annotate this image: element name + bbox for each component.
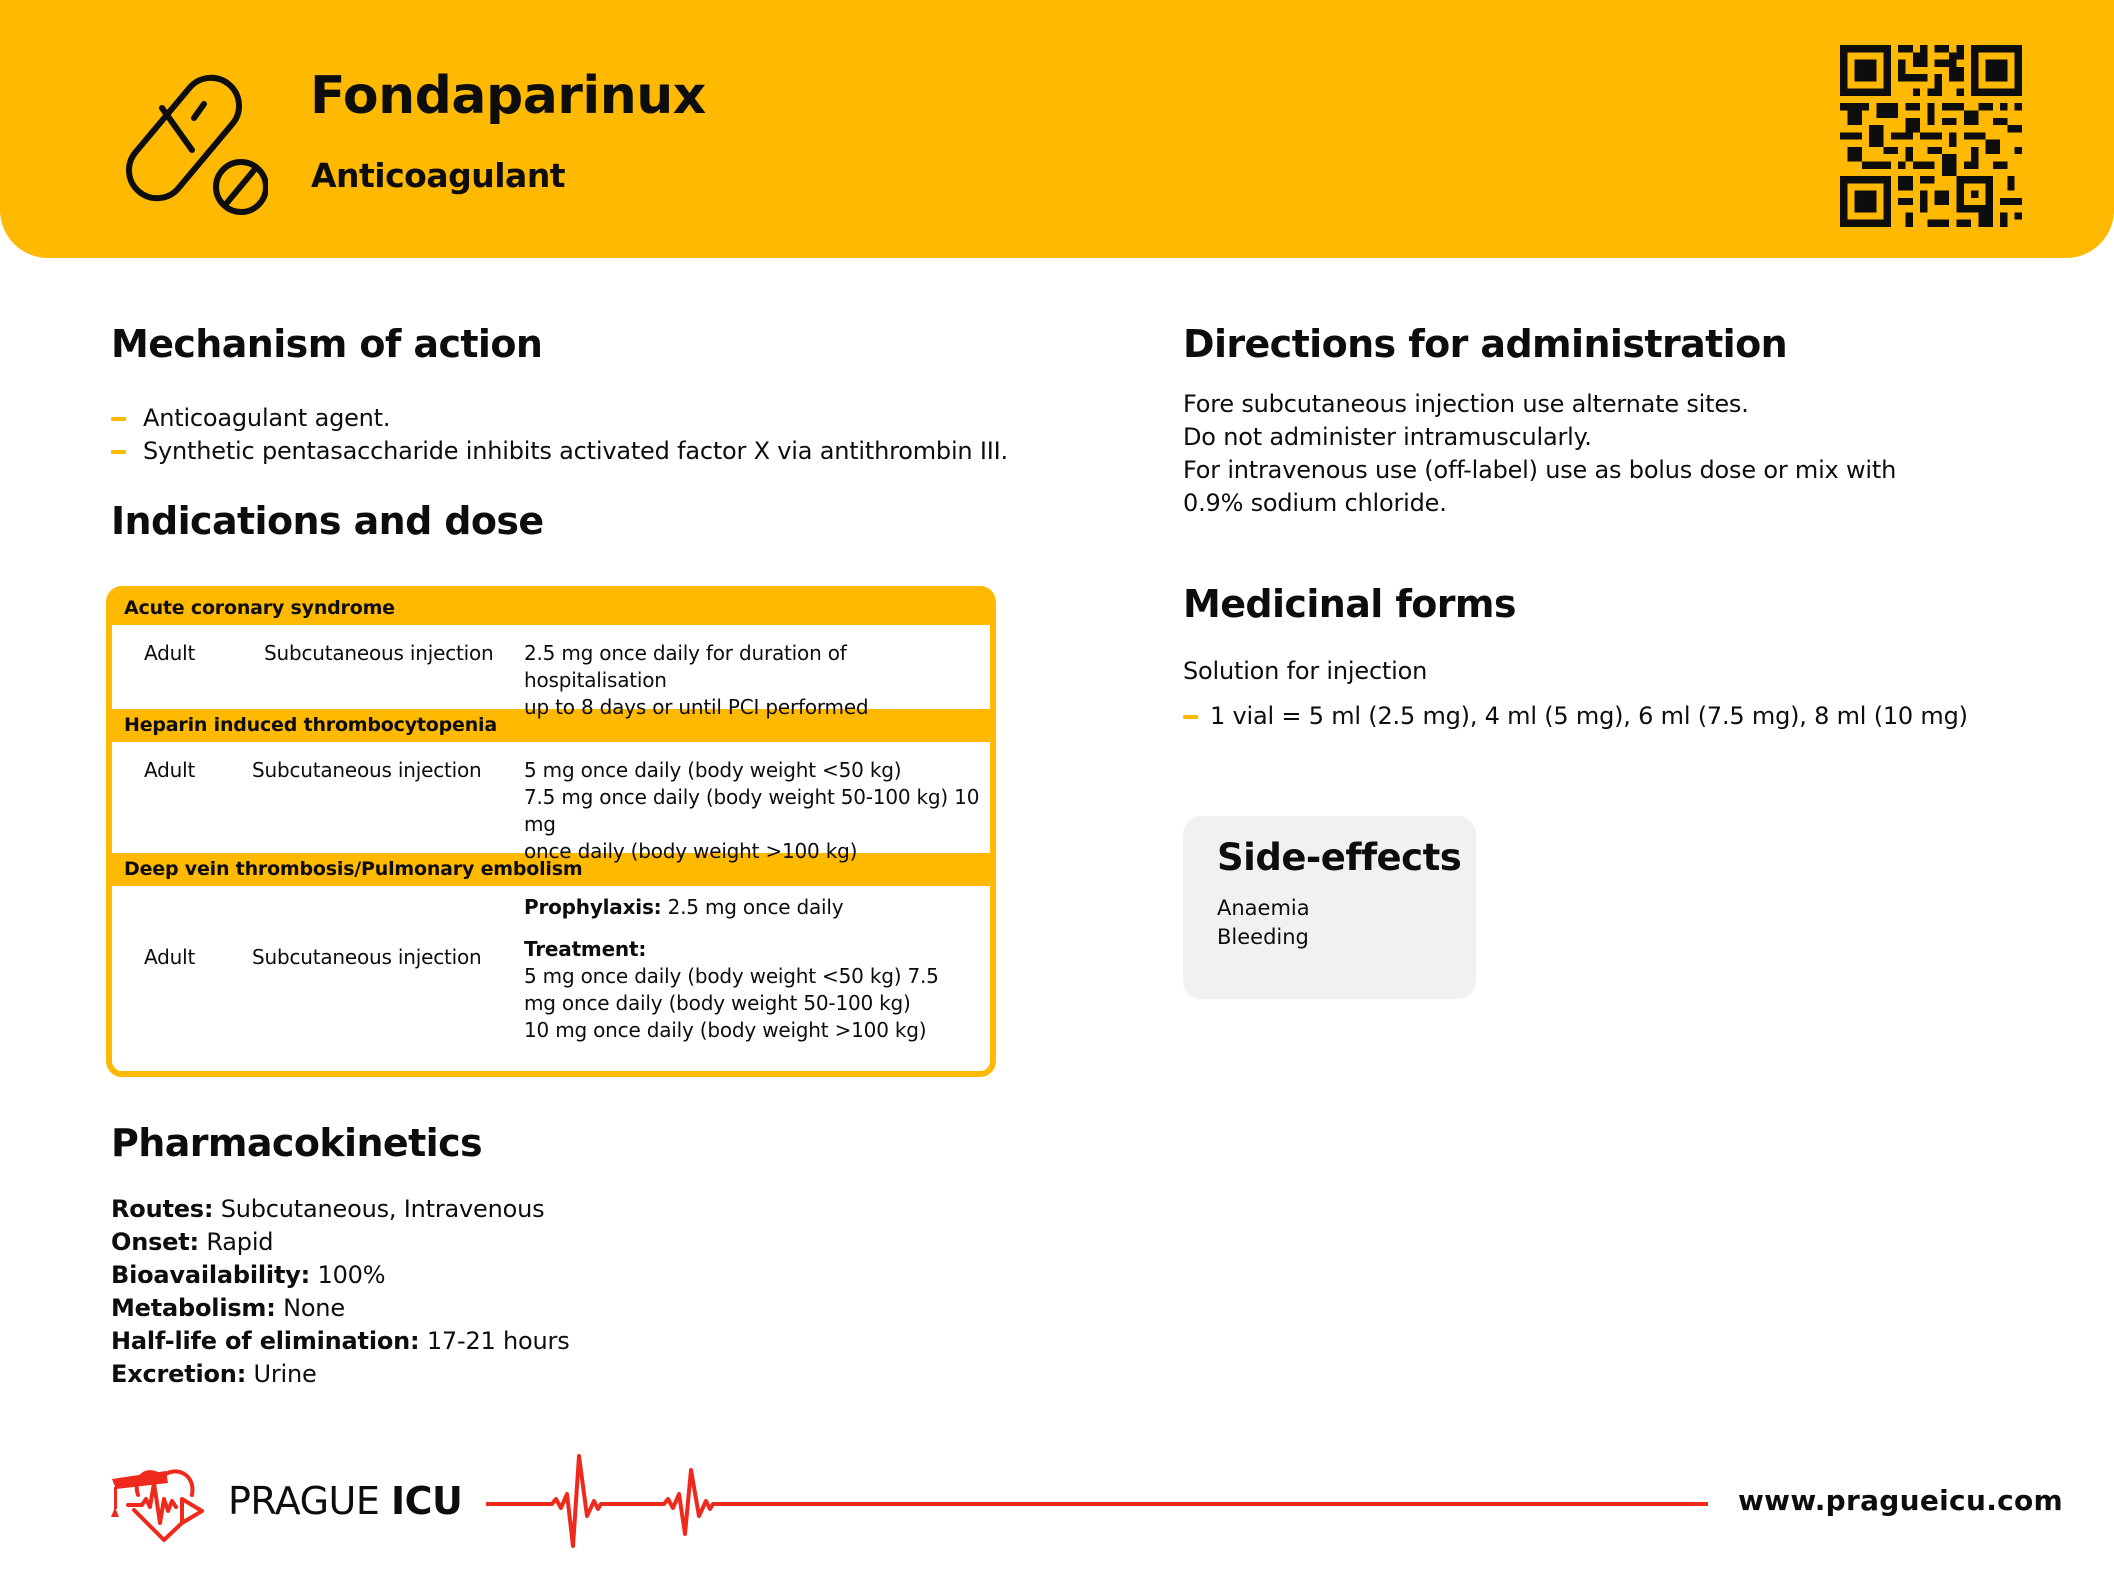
pk-row-onset: Onset: Rapid: [111, 1228, 274, 1256]
drug-name-title: Fondaparinux: [310, 66, 706, 126]
header-banner: [0, 0, 2114, 258]
pk-row-bioavailability: Bioavailability: 100%: [111, 1261, 386, 1289]
bullet-dash-icon: [111, 450, 126, 454]
bullet-dash-icon: [111, 417, 126, 421]
side-effects-card: [1183, 816, 1476, 999]
indication-title: Acute coronary syndrome: [112, 592, 990, 625]
medicinal-forms-heading: Medicinal forms: [1183, 582, 1516, 626]
indication-title: Heparin induced thrombocytopenia: [112, 709, 990, 742]
route: Subcutaneous injection: [252, 758, 482, 782]
side-effects-list: [1217, 894, 1310, 952]
pk-row-routes: Routes: Subcutaneous, Intravenous: [111, 1195, 545, 1223]
directions-text: Fore subcutaneous injection use alternate sites. Do not administer intramuscularly. For intravenous use (off-label) use as bolus dose or mix with 0.9% sodium chloride.: [1183, 390, 1897, 517]
medicinal-forms-list: [1183, 700, 1968, 733]
side-effects-heading: Side-effects: [1217, 836, 1462, 879]
dose-row: [112, 742, 990, 863]
website-link[interactable]: www.pragueicu.com: [1738, 1484, 2064, 1517]
bullet-dash-icon: [1183, 715, 1198, 719]
dose-text: 5 mg once daily (body weight <50 kg) 7.5 mg once daily (body weight 50-100 kg) 10 mg once daily (body weight >100 kg): [524, 758, 980, 863]
pk-row-half-life: Half-life of elimination: 17-21 hours: [111, 1327, 570, 1355]
pk-row-excretion: Excretion: Urine: [111, 1360, 317, 1388]
population: Adult: [144, 641, 196, 665]
route: Subcutaneous injection: [264, 641, 494, 665]
mechanism-heading: Mechanism of action: [111, 322, 543, 366]
brand-name: PRAGUE ICU: [228, 1479, 463, 1523]
indications-dose-table: [106, 586, 996, 1077]
mechanism-item: Anticoagulant agent.: [111, 402, 1008, 435]
heart-graduation-cap-logo-icon: [108, 1455, 212, 1547]
dose-row: [112, 886, 990, 1066]
mechanism-item: Synthetic pentasaccharide inhibits activated factor X via antithrombin III.: [111, 435, 1008, 468]
dose-row: [112, 625, 990, 719]
medicinal-form-type: Solution for injection: [1183, 657, 1428, 685]
dose-text: 2.5 mg once daily for duration of hospitalisation up to 8 days or until PCI performed: [524, 641, 869, 719]
pharmacokinetics-heading: Pharmacokinetics: [111, 1121, 483, 1165]
medicinal-form-item: 1 vial = 5 ml (2.5 mg), 4 ml (5 mg), 6 ml (7.5 mg), 8 ml (10 mg): [1183, 700, 1968, 733]
qr-code-icon[interactable]: [1840, 45, 2022, 227]
pill-capsule-icon: [118, 70, 268, 220]
indication-title: Deep vein thrombosis/Pulmonary embolism: [112, 853, 990, 886]
population: Adult: [144, 758, 196, 782]
indications-heading: Indications and dose: [111, 499, 544, 543]
side-effect-item: Bleeding: [1217, 925, 1309, 949]
side-effect-item: Anaemia: [1217, 896, 1310, 920]
population: Adult: [144, 945, 196, 969]
mechanism-list: [111, 402, 1008, 468]
dose-text: Prophylaxis: 2.5 mg once daily Treatment: 5 mg once daily (body weight <50 kg) 7.5 mg once daily (body weight 50-100 kg) 10 mg once daily (body weight >100 kg): [524, 895, 939, 1042]
directions-heading: Directions for administration: [1183, 322, 1788, 366]
drug-class-subtitle: Anticoagulant: [311, 156, 566, 195]
route: Subcutaneous injection: [252, 945, 482, 969]
ecg-heartbeat-line-icon: [480, 1450, 1720, 1555]
pk-row-metabolism: Metabolism: None: [111, 1294, 345, 1322]
pharmacokinetics-list: [111, 1193, 570, 1391]
